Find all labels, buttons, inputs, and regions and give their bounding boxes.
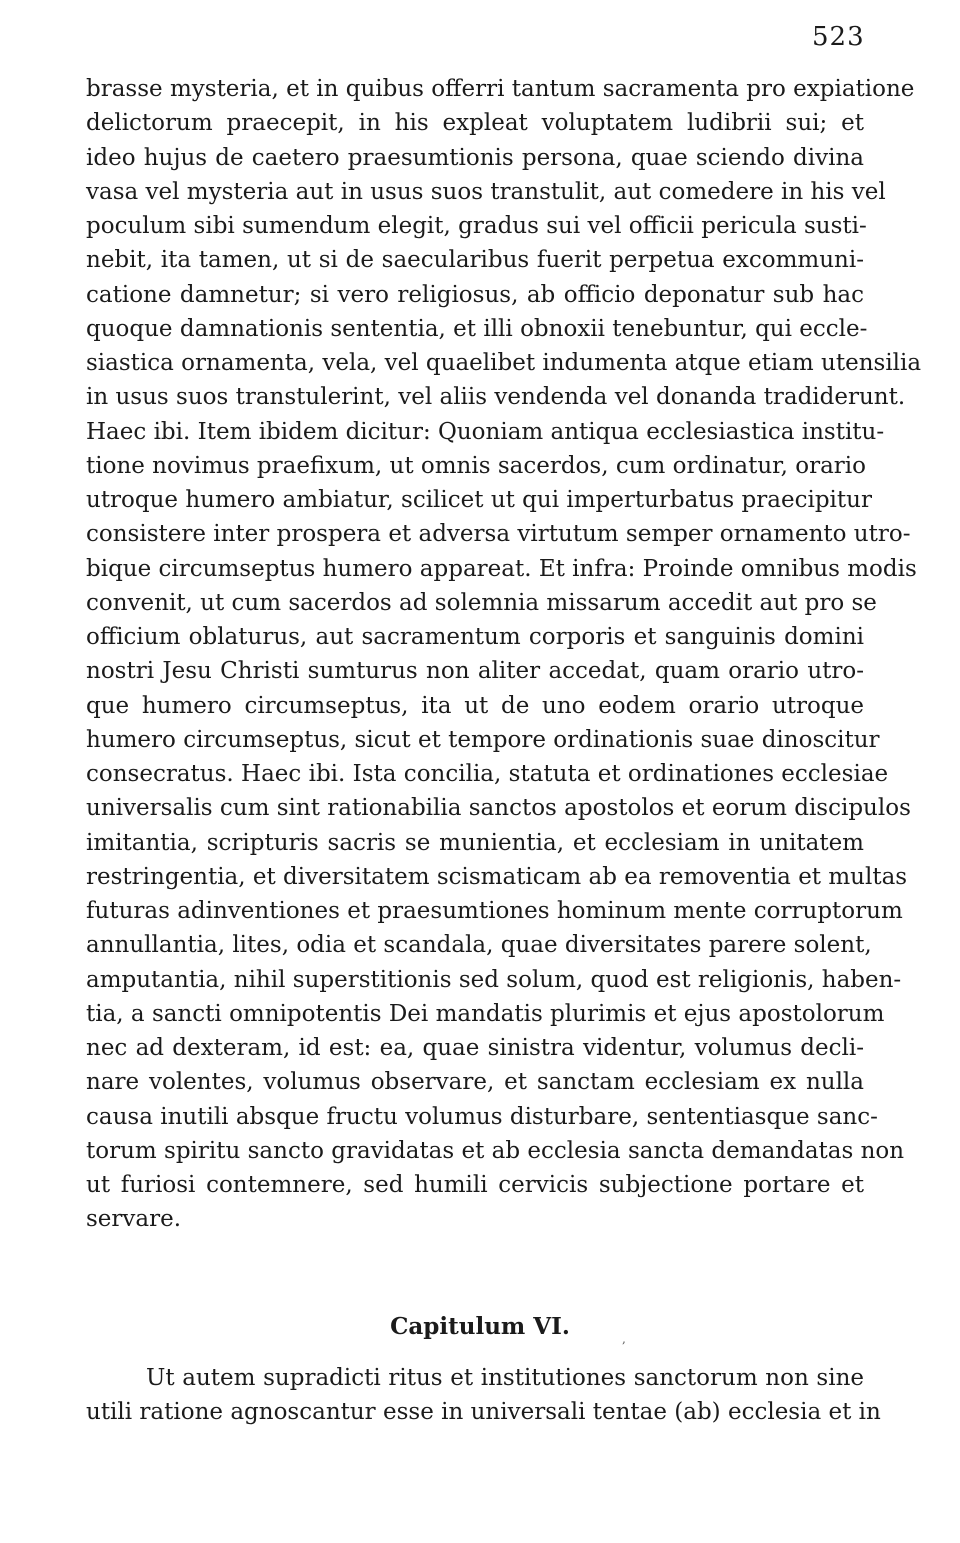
text-line: Ut autem supradicti ritus et institutiones sanctorum non sine xyxy=(146,1365,864,1391)
text-line: imitantia, scripturis sacris se munientia, et ecclesiam in unitatem xyxy=(86,829,864,856)
text-line: tia, a sancti omnipotentis Dei mandatis plurimis et ejus apostolorum xyxy=(86,1000,885,1027)
text-line: catione damnetur; si vero religiosus, ab officio deponatur sub hac xyxy=(86,281,864,308)
text-line: universalis cum sint rationabilia sanctos apostolos et eorum discipulos xyxy=(86,795,911,822)
text-line: ideo hujus de caetero praesumtionis persona, quae sciendo divina xyxy=(86,144,864,171)
text-line: restringentia, et diversitatem scismaticam ab ea removentia et multas xyxy=(86,863,908,890)
text-line: vasa vel mysteria aut in usus suos transtulit, aut comedere in his vel xyxy=(86,178,886,205)
text-line: annullantia, lites, odia et scandala, quae diversitates parere solent, xyxy=(86,932,872,959)
text-line: Haec ibi. Item ibidem dicitur: Quoniam antiqua ecclesiastica institu- xyxy=(86,418,885,445)
text-line: consecratus. Haec ibi. Ista concilia, statuta et ordinationes ecclesiae xyxy=(86,761,889,787)
text-line: convenit, ut cum sacerdos ad solemnia missarum accedit aut pro se xyxy=(86,589,877,616)
text-line: utili ratione agnoscantur esse in universali tentae (ab) ecclesia et in xyxy=(86,1399,881,1426)
stray-mark: , xyxy=(622,1332,626,1346)
text-line: quoque damnationis sententia, et illi obnoxii tenebuntur, qui eccle- xyxy=(86,315,868,342)
text-line: futuras adinventiones et praesumtiones hominum mente corruptorum xyxy=(86,898,903,924)
text-line: nare volentes, volumus observare, et sanctam ecclesiam ex nulla xyxy=(86,1069,864,1096)
text-line: causa inutili absque fructu volumus disturbare, sententiasque sanc- xyxy=(86,1103,878,1130)
page-number: 523 xyxy=(812,22,865,52)
text-line: humero circumseptus, sicut et tempore ordinationis suae dinoscitur xyxy=(86,726,880,753)
text-line: delictorum praecepit, in his expleat voluptatem ludibrii sui; et xyxy=(86,110,864,137)
body-text xyxy=(86,72,922,1237)
text-line: que humero circumseptus, ita ut de uno eodem orario utroque xyxy=(86,692,864,719)
text-line: officium oblaturus, aut sacramentum corporis et sanguinis domini xyxy=(86,624,864,650)
chapter-heading: Capitulum VI. xyxy=(390,1313,570,1340)
text-line: torum spiritu sancto gravidatas et ab ecclesia sancta demandatas non xyxy=(86,1137,905,1164)
text-line: amputantia, nihil superstitionis sed solum, quod est religionis, haben- xyxy=(86,966,902,993)
text-line: in usus suos transtulerint, vel aliis vendenda vel donanda tradiderunt. xyxy=(86,384,906,411)
text-line: tione novimus praefixum, ut omnis sacerdos, cum ordinatur, orario xyxy=(86,452,866,479)
text-line: consistere inter prospera et adversa virtutum semper ornamento utro- xyxy=(86,521,911,548)
text-line: utroque humero ambiatur, scilicet ut qui imperturbatus praecipitur xyxy=(86,487,872,513)
text-line: siastica ornamenta, vela, vel quaelibet indumenta atque etiam utensilia xyxy=(86,350,922,376)
chapter-text xyxy=(86,1361,881,1430)
text-line: nostri Jesu Christi sumturus non aliter accedat, quam orario utro- xyxy=(86,658,864,685)
text-line: bique circumseptus humero appareat. Et infra: Proinde omnibus modis xyxy=(86,555,917,582)
text-line: poculum sibi sumendum elegit, gradus sui vel officii pericula susti- xyxy=(86,213,867,239)
text-line: servare. xyxy=(86,1206,182,1233)
text-line: nebit, ita tamen, ut si de saecularibus fuerit perpetua excommuni- xyxy=(86,247,864,274)
text-line: brasse mysteria, et in quibus offerri tantum sacramenta pro expiatione xyxy=(86,76,915,102)
text-line: ut furiosi contemnere, sed humili cervicis subjectione portare et xyxy=(86,1172,864,1198)
text-line: nec ad dexteram, id est: ea, quae sinistra videntur, volumus decli- xyxy=(86,1035,864,1061)
